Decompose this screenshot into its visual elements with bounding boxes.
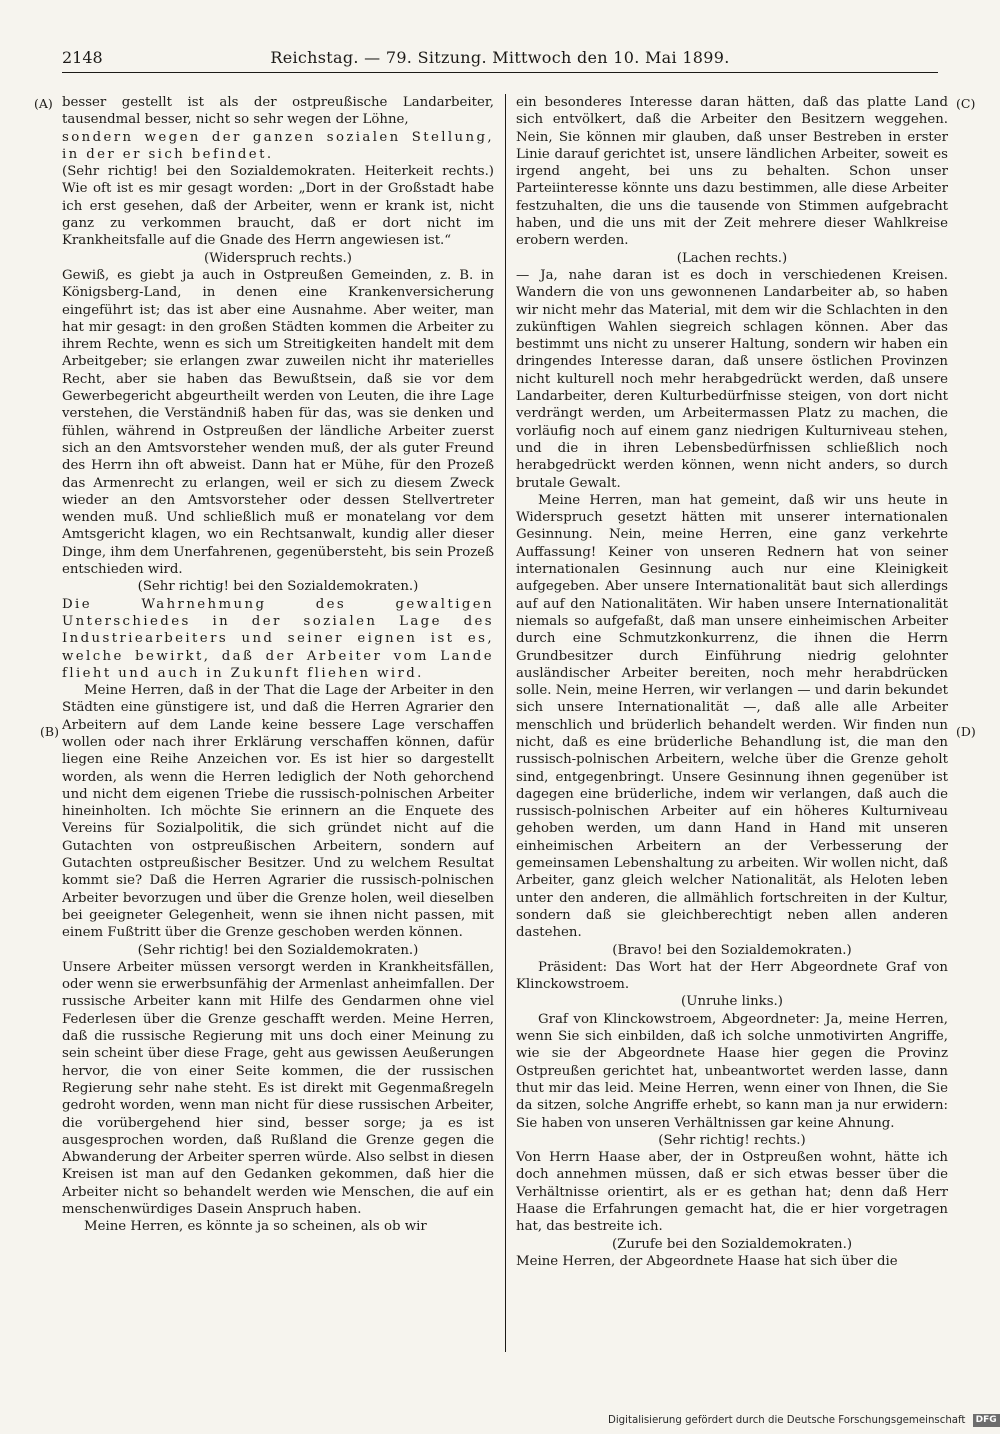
paragraph: (Sehr richtig! bei den Sozialdemokraten.) [137,942,419,958]
paragraph: Von Herrn Haase aber, der in Ostpreußen wohnt, hätte ich doch annehmen müssen, daß er sich etwas besser über die Verhältnisse orientirt, als er es gethan hat; denn daß Herr Haase die Erfahrungen gemacht hat, die er hier vorgetragen hat, das bestreite ich. [516,1150,948,1235]
paragraph: Graf von Klinckowstroem, Abgeordneter: Ja, meine Herren, wenn Sie sich einbilden, daß ich solche unmotivirten Angriffe, wie sie der Abgeordnete Haase hier gegen die Provinz Ostpreußen gerichtet hat, unbeantwortet werden lasse, dann thut mir das leid. Meine Herren, wenn einer von Ihnen, die Sie da sitzen, solche Angriffe erhebt, so kann man ja nur erwidern: Sie haben von unseren Verhältnissen gar keine Ahnung. [516,1011,948,1131]
paragraph: — Ja, nahe daran ist es doch in verschiedenen Kreisen. Wandern die von uns gewonnenen Landarbeiter ab, so haben wir nicht mehr das Material, mit dem wir die Schlachten in den zukünftigen Wahlen siegreich schlagen können. Aber das bestimmt uns nicht zu unserer Haltung, sondern wir haben ein dringendes Interesse daran, daß unsere östlichen Provinzen nicht kulturell noch mehr herabgedrückt werden, daß unsere Landarbeiter, deren Kulturbedürfnisse steigen, von dort nicht verdrängt werden, um Arbeitermassen Platz zu machen, die vorläufig noch auf einem ganz niedrigen Kulturniveau stehen, und die in ihren Lebensbedürfnissen schließlich noch herabgedrückt werden können, wenn nicht anders, so durch brutale Gewalt. [516,267,948,491]
paragraph: (Lachen rechts.) [676,250,788,266]
paragraph: sondern wegen der ganzen sozialen Stellung, in der er sich befindet. [62,129,494,162]
left-column [62,94,494,1354]
footer-credit-text: Digitalisierung gefördert durch die Deutsche Forschungsgemeinschaft [608,1415,966,1426]
paragraph: (Unruhe links.) [681,994,783,1010]
paragraph: Meine Herren, man hat gemeint, daß wir uns heute in Widerspruch gesetzt hätten mit unserer internationalen Gesinnung. Nein, meine Herren, eine ganz verkehrte Auffassung! Keiner von unseren Rednern hat von seiner internationalen Gesinnung auch nur eine Kleinigkeit aufgegeben. Aber unsere Internationalität baut sich allerdings auf auf den Nationalitäten. Wir haben unsere Internationalität niemals so aufgefaßt, daß man unsere einheimischen Arbeiter durch eine Schmutzkonkurrenz, die ihnen die Herrn Grundbesitzer durch Einführung niedrig gelohnter ausländischer Arbeiter bereiten, noch mehr herabdrücken solle. Nein, meine Herren, wir verlangen — und darin bekundet sich unsere Internationalität —, daß alle alle Arbeiter menschlich und brüderlich behandelt werden. Wir finden nun nicht, daß es eine brüderliche Behandlung ist, die man den russisch-polnischen Arbeitern, welche über die Grenze geholt sind, entgegenbringt. Unsere Gesinnung ihnen gegenüber ist dagegen eine brüderliche, indem wir verlangen, daß auch die russisch-polnischen Arbeiter auf ein höheres Kulturniveau gehoben werden, um dann Hand in Hand mit unseren einheimischen Arbeitern an der Verbesserung der gemeinsamen Lebenshaltung zu arbeiten. Wir wollen nicht, daß Arbeiter, ganz gleich welcher Nationalität, als Heloten leben unter den anderen, die allmählich fortschreiten in der Kultur, sondern daß sie gleichberechtigt neben allen anderen dastehen. [516,492,948,941]
right-column [516,94,948,1354]
margin-marker-c: (C) [956,96,976,111]
paragraph: Meine Herren, daß in der That die Lage der Arbeiter in den Städten eine günstigere ist, und daß die Herren Agrarier den Arbeitern auf dem Lande keine bessere Lage verschaffen wollen oder nach ihrer Erklärung verschaffen können, dafür liegen eine Reihe Anzeichen vor. Es ist hier so dargestellt worden, als wenn die Herren lediglich der Noth gehorchend und nicht dem eigenen Triebe die russisch-polnischen Arbeiter hineinholten. Ich möchte Sie erinnern an die Enquete des Vereins für Sozialpolitik, die sich gründet nicht auf die Gutachten von ostpreußischen Arbeitern, sondern auf Gutachten ostpreußischer Besitzer. Und zu welchem Resultat kommt sie? Daß die Herren Agrarier die russisch-polnischen Arbeiter bevorzugen und über die Grenze holen, weil dieselben bei geeigneter Gelegenheit, wenn sie ihnen nicht passen, mit einem Fußtritt über die Grenze geschoben werden können. [62,683,494,941]
paragraph: Meine Herren, der Abgeordnete Haase hat sich über die [516,1253,898,1269]
page-number: 2148 [62,48,103,67]
margin-marker-a: (A) [34,96,53,111]
paragraph: Präsident: Das Wort hat der Herr Abgeordnete Graf von Klinckowstroem. [516,959,948,993]
paragraph: (Sehr richtig! rechts.) [658,1132,806,1148]
column-divider [505,94,506,1352]
paragraph: (Bravo! bei den Sozialdemokraten.) [612,942,852,958]
page-header [62,46,938,73]
margin-marker-d: (D) [956,724,976,739]
paragraph: (Sehr richtig! bei den Sozialdemokraten. Heiterkeit rechts.) Wie oft ist es mir gesagt worden: „Dort in der Großstadt habe ich erst gesehen, daß der Arbeiter, wenn er krank ist, nicht ganz zu verkommen braucht, daß er dort nicht im Krankheitsfalle auf die Gnade des Herrn angewiesen ist.“ [62,164,494,249]
paragraph: besser gestellt ist als der ostpreußische Landarbeiter, tausendmal besser, nicht so sehr wegen der Löhne, [62,95,494,128]
paragraph: (Zurufe bei den Sozialdemokraten.) [611,1236,853,1252]
paragraph: (Sehr richtig! bei den Sozialdemokraten.) [137,579,419,595]
paragraph: Die Wahrnehmung des gewaltigen Unterschiedes in der sozialen Lage des Industriearbeiters und seiner eignen ist es, welche bewirkt, daß der Arbeiter vom Lande flieht und auch in Zukunft fliehen wird. [62,596,494,681]
footer-credit [608,1413,997,1429]
paragraph: ein besonderes Interesse daran hätten, daß das platte Land sich entvölkert, daß die Arbeiter den Besitzern weggehen. Nein, Sie können mir glauben, daß unser Bestreben in erster Linie darauf gerichtet ist, unsere ländlichen Arbeiter, soweit es irgend angeht, bei uns zu behalten. Schon unser Parteiinteresse könnte uns dazu bestimmen, alle diese Arbeiter festzuhalten, die uns die tausende von Stimmen aufgebracht haben, und die uns mit der Zeit mehrere dieser Wahlkreise erobern werden. [516,95,948,249]
dfg-logo: DFG [973,1414,1000,1427]
paragraph: Gewiß, es giebt ja auch in Ostpreußen Gemeinden, z. B. in Königsberg-Land, in denen eine Krankenversicherung eingeführt ist; das ist aber eine Ausnahme. Aber weiter, man hat mir gesagt: in den großen Städten kommen die Arbeiter zu ihrem Rechte, wenn es sich um Streitigkeiten handelt mit dem Arbeitgeber; sie erlangen zwar zuweilen nicht ihr materielles Recht, aber sie haben das Bewußtsein, daß sie vor dem Gewerbegericht abgeurtheilt werden von Leuten, die ihre Lage verstehen, die Verständniß haben für das, was sie denken und fühlen, während in Ostpreußen der ländliche Arbeiter zuerst sich an den Amtsvorsteher wenden muß, der als guter Freund des Herrn ihn oft abweist. Dann hat er Mühe, für den Prozeß das Armenrecht zu erlangen, weil er sich zu diesem Zweck wieder an den Amtsvorsteher oder dessen Stellvertreter wenden muß. Und schließlich muß er monatelang vor dem Amtsgericht klagen, wo ein Rechtsanwalt, kundig aller dieser Dinge, ihm dem Unerfahrenen, gegenübersteht, bis sein Prozeß entschieden wird. [62,267,494,578]
running-title: Reichstag. — 79. Sitzung. Mittwoch den 10. Mai 1899. [270,48,730,67]
paragraph: Meine Herren, es könnte ja so scheinen, als ob wir [84,1219,427,1235]
paragraph: Unsere Arbeiter müssen versorgt werden in Krankheitsfällen, oder wenn sie erwerbsunfähig der Armenlast anheimfallen. Der russische Arbeiter kann mit Hilfe des Gendarmen ohne viel Federlesen über die Grenze geschafft werden. Meine Herren, daß die russische Regierung mit uns doch einer Meinung zu sein scheint über diese Frage, geht aus gewissen Aeußerungen hervor, die von einer Seite kommen, die der russischen Regierung sehr nahe steht. Es ist direkt mit Gegenmaßregeln gedroht worden, wenn man nicht für diese russischen Arbeiter, die vorübergehend hier sind, besser sorge; ja es ist ausgesprochen worden, daß Rußland die Grenze gegen die Abwanderung der Arbeiter sperren würde. Also selbst in diesen Kreisen ist man auf den Gedanken gekommen, daß hier die Arbeiter nicht so behandelt werden wie Menschen, die auf ein menschenwürdiges Dasein Anspruch haben. [62,959,494,1217]
margin-marker-b: (B) [40,724,59,739]
paragraph: (Widerspruch rechts.) [204,250,352,266]
